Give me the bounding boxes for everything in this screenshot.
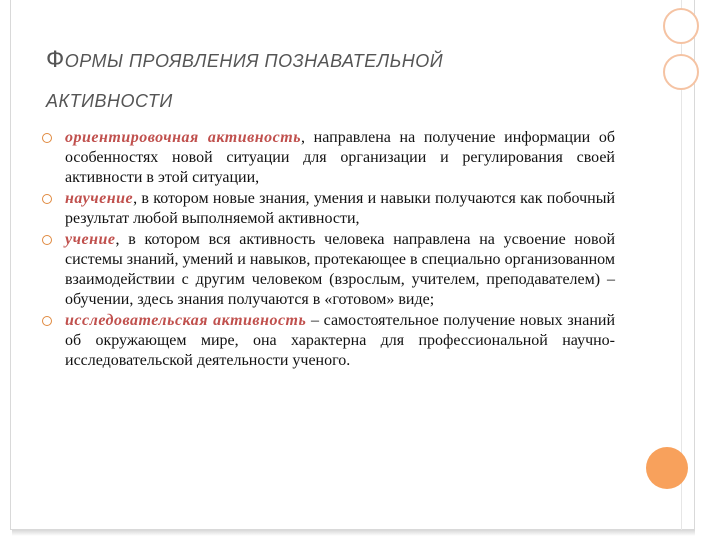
filled-circle-bottom (646, 447, 688, 489)
outline-circle-top (663, 8, 699, 44)
text-learning: , в котором новые знания, умения и навыки получаются как побочный результат любой выполняемой активности, (65, 190, 615, 227)
circle-bullet-icon (42, 235, 52, 245)
slide-frame-shadow (12, 530, 695, 536)
text-research: – самостоятельное получение новых знаний об окружающем мире, она характерна для профессиональной научно-исследовательской деятельности ученого. (65, 312, 616, 369)
title-initial: Ф (46, 46, 65, 73)
term-study: учение (65, 231, 116, 248)
outline-circle-middle (663, 54, 699, 90)
list-item-research (42, 311, 615, 371)
term-research: исследовательская активность (65, 312, 307, 329)
term-orientation: ориентировочная активность (65, 129, 302, 146)
term-learning: научение (65, 190, 134, 207)
text-orientation: , направлена на получение информации об особенностях новой ситуации для организации и регулирования своей активности в этой ситуации, (65, 129, 616, 186)
list-item-study (42, 230, 615, 310)
list-item-orientation (42, 128, 615, 188)
circle-bullet-icon (42, 194, 52, 204)
forms-list (42, 128, 615, 372)
circle-bullet-icon (42, 316, 52, 326)
text-study: , в котором вся активность человека направлена на усвоение новой системы знаний, умений и навыков, протекающее в специально организованном взаимодействии с другим человеком (взрослым, учителем, преподавателем) – обучении, здесь знания получаются в «готовом» виде; (65, 231, 615, 308)
title-line-2: АКТИВНОСТИ (46, 91, 173, 111)
slide-title (46, 40, 443, 121)
list-item-learning (42, 189, 615, 229)
circle-bullet-icon (42, 133, 52, 143)
title-line-1: ОРМЫ ПРОЯВЛЕНИЯ ПОЗНАВАТЕЛЬНОЙ (64, 51, 444, 71)
